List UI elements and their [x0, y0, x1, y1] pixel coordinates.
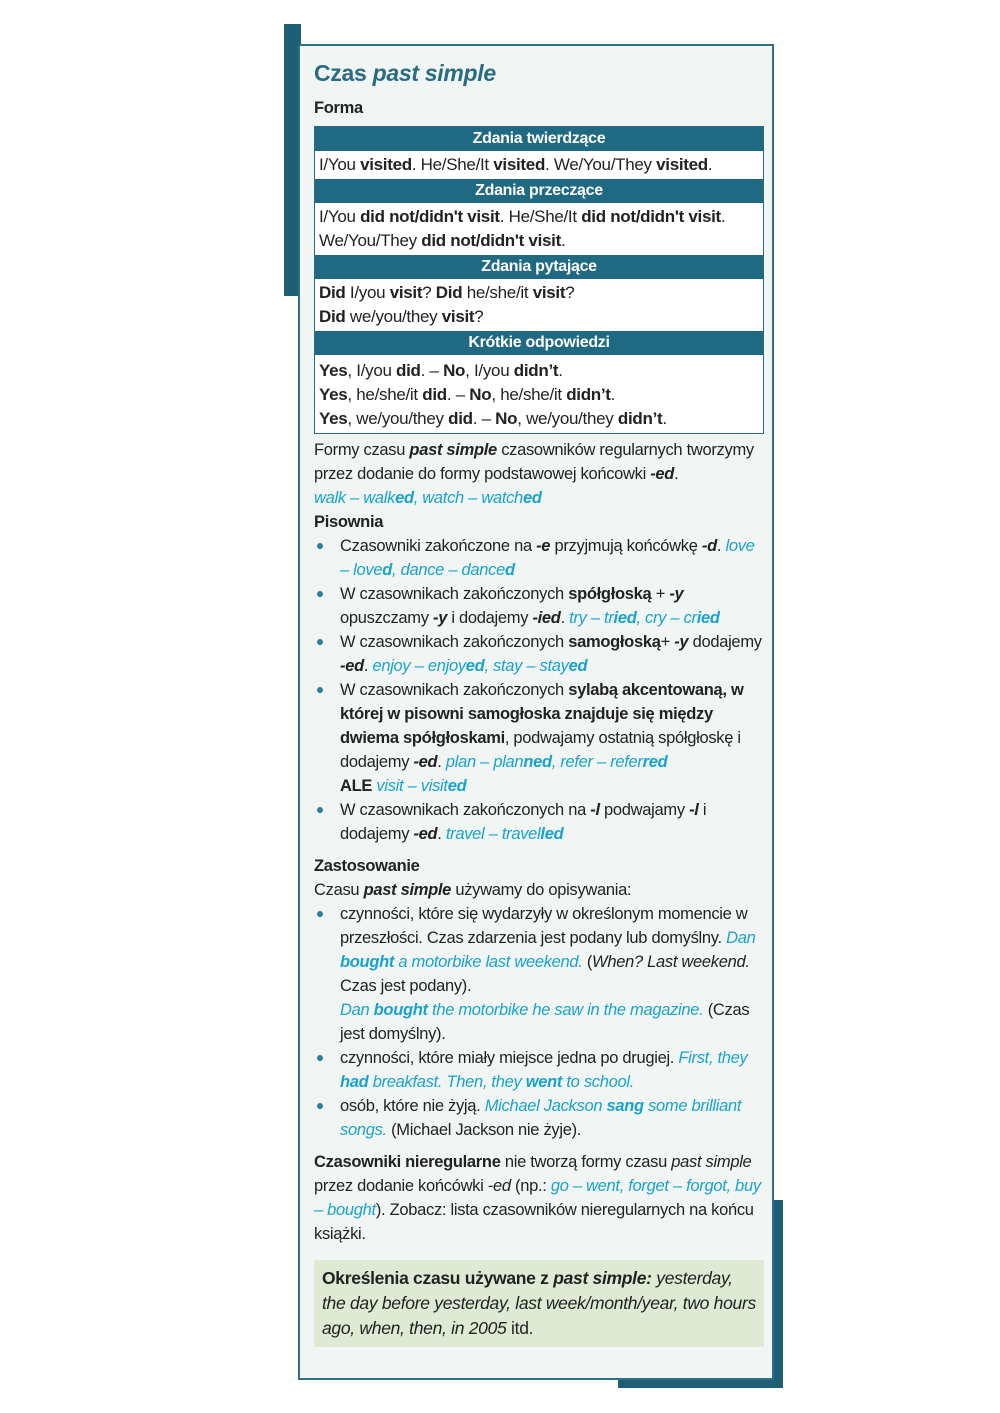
list-item — [314, 534, 764, 582]
list-item — [314, 798, 764, 846]
italic-text: -ed — [487, 1177, 511, 1195]
text-run: . — [437, 825, 446, 843]
example-highlight: bought — [373, 1001, 428, 1019]
text-run: W czasownikach zakończonych — [340, 681, 569, 699]
bold-italic-text: -y — [433, 609, 448, 627]
text-run: opuszczamy — [340, 609, 433, 627]
bold-italic-text: -ed — [413, 753, 438, 771]
example-highlight: red — [642, 753, 668, 771]
text-run: itd. — [506, 1318, 534, 1338]
text-run: , we/you/they — [517, 409, 618, 428]
text-run: . — [662, 409, 667, 428]
table-cell-short-answers — [315, 355, 763, 433]
example-text: , stay – stay — [484, 657, 569, 675]
intro-example — [314, 486, 764, 510]
list-item — [314, 678, 764, 798]
text-run: . — [716, 537, 726, 555]
bold-text: visit — [532, 283, 566, 302]
example-text: , dance – dance — [392, 561, 505, 579]
usage-list — [314, 902, 764, 1142]
example-text: plan – plan — [445, 753, 524, 771]
example-highlight: d — [504, 561, 515, 579]
text-run: . He/She/It — [411, 155, 494, 174]
text-run: osób, które nie żyją. — [340, 1097, 485, 1115]
bold-text: did not/didn't visit — [360, 207, 500, 226]
bold-text: didn’t — [617, 409, 663, 428]
bold-text: ALE — [340, 777, 373, 795]
example-text: enjoy – enjoy — [372, 657, 466, 675]
text-run: przyjmują końcówkę — [550, 537, 702, 555]
bold-text: Określenia czasu używane z — [322, 1268, 554, 1288]
section-heading-zastosowanie: Zastosowanie — [314, 857, 420, 875]
section-heading-pisownia: Pisownia — [314, 513, 384, 531]
bold-text: Did — [435, 283, 463, 302]
table-header-negative: Zdania przeczące — [315, 179, 763, 203]
example-highlight: ed — [395, 489, 414, 507]
example-text: , watch – watch — [413, 489, 523, 507]
bold-text: visit — [441, 307, 475, 326]
page-title: Czas past simple — [314, 60, 496, 86]
table-cell-questions — [315, 279, 763, 331]
question-line — [319, 305, 759, 329]
bold-text: spółgłoską — [568, 585, 652, 603]
question-line — [319, 281, 759, 305]
example-text: Dan — [726, 929, 756, 947]
bold-italic-text: -ied — [532, 609, 561, 627]
text-run: we/you/they — [345, 307, 442, 326]
example-highlight: ned — [523, 753, 552, 771]
bold-text: did not/didn't visit — [581, 207, 721, 226]
text-run: przez dodanie końcówki — [314, 1177, 488, 1195]
answer-line — [319, 359, 759, 383]
table-cell-negative — [315, 203, 763, 255]
text-run: W czasownikach zakończonych — [340, 633, 569, 651]
text-run: , he/she/it — [347, 385, 423, 404]
example-text: to school. — [562, 1073, 635, 1091]
text-run: ( — [582, 953, 593, 971]
example-highlight: had — [340, 1073, 369, 1091]
text-run: W czasownikach zakończonych — [340, 585, 569, 603]
example-text: love – love — [340, 537, 755, 579]
text-run: , I/you — [465, 361, 514, 380]
bold-text: Did — [319, 283, 346, 302]
example-text: go – went, forget – forgot, buy – bought — [314, 1177, 761, 1219]
text-run: czasowników regularnych tworzymy przez dodanie do formy podstawowej końcowki — [314, 441, 754, 483]
bold-text: Yes — [319, 385, 348, 404]
text-run: I/You — [319, 207, 361, 226]
bold-text: Did — [319, 307, 346, 326]
example-text: visit – visit — [376, 777, 448, 795]
bold-text: Yes — [319, 409, 348, 428]
text-run: ? — [422, 283, 436, 302]
text-run: czynności, które się wydarzyły w określonym momencie w przeszłości. Czas zdarzenia jest podany lub domyślny. — [340, 905, 748, 947]
text-run: . — [674, 465, 679, 483]
bold-text: didn’t — [513, 361, 559, 380]
text-run: + — [660, 633, 675, 651]
spelling-list — [314, 534, 764, 846]
bold-text: samogłoską — [568, 633, 661, 651]
text-run: . — [707, 155, 713, 174]
text-run: I/you — [345, 283, 390, 302]
grammar-card — [298, 44, 774, 1380]
text-run: + — [651, 585, 670, 603]
bold-italic-text: -y — [669, 585, 684, 603]
bold-text: Czasowniki nieregularne — [314, 1153, 501, 1171]
bold-italic-text: -ed — [340, 657, 364, 675]
italic-text: past simple — [671, 1153, 752, 1171]
text-run: Czas jest podany). — [340, 977, 472, 995]
text-run: . – — [420, 361, 444, 380]
bold-italic-text: -l — [689, 801, 699, 819]
forms-table — [314, 126, 764, 434]
text-run: czynności, które miały miejsce jedna po drugiej. — [340, 1049, 679, 1067]
text-run: I/You — [319, 155, 361, 174]
bold-italic-text: past simple: — [553, 1268, 652, 1288]
bold-text: Yes — [319, 361, 348, 380]
text-run: (Michael Jackson nie żyje). — [386, 1121, 582, 1139]
bold-italic-text: -y — [674, 633, 689, 651]
example-text: travel – travel — [445, 825, 541, 843]
text-run: Czasu — [314, 881, 364, 899]
bold-text: visited — [493, 155, 546, 174]
example-text: try – tr — [569, 609, 614, 627]
bold-text: No — [443, 361, 466, 380]
text-run: . – — [446, 385, 470, 404]
bold-text: visit — [389, 283, 423, 302]
bold-text: did — [396, 361, 421, 380]
text-run: . He/She/It — [499, 207, 582, 226]
example-highlight: ied — [696, 609, 720, 627]
italic-text: When? Last weekend. — [592, 953, 750, 971]
example-text: the motorbike he saw in the magazine. — [427, 1001, 704, 1019]
bold-text: visited — [656, 155, 708, 174]
table-cell-affirmative — [315, 151, 763, 179]
text-run: . – — [472, 409, 496, 428]
italic-text: yesterday, the day before yesterday, last week/month/year, two hours ago, when, then, in 2005 — [322, 1268, 756, 1338]
table-header-affirmative: Zdania twierdzące — [315, 127, 763, 151]
bold-italic-text: past simple — [363, 881, 452, 899]
bottom-accent-bar — [618, 1380, 783, 1388]
text-run: (np.: — [510, 1177, 551, 1195]
text-run: dodajemy — [688, 633, 762, 651]
text-run: nie tworzą formy czasu — [500, 1153, 672, 1171]
text-run: , we/you/they — [347, 409, 449, 428]
example-highlight: led — [540, 825, 564, 843]
text-run: i dodajemy — [340, 801, 707, 843]
text-run: . We/You/They — [319, 207, 726, 250]
example-text: walk – walk — [314, 489, 396, 507]
text-run: . — [363, 657, 373, 675]
example-text: breakfast. Then, they — [368, 1073, 526, 1091]
bold-text: did not/didn't visit — [421, 231, 561, 250]
table-header-questions: Zdania pytające — [315, 255, 763, 279]
text-run: W czasownikach zakończonych na — [340, 801, 591, 819]
example-highlight: went — [525, 1073, 563, 1091]
list-item — [314, 1094, 764, 1142]
text-run: , podwajamy ostatnią spółgłoskę i dodajemy — [340, 729, 741, 771]
bold-text: did — [422, 385, 447, 404]
bold-italic-text: -l — [590, 801, 600, 819]
bold-text: No — [469, 385, 492, 404]
bold-italic-text: past simple — [409, 441, 497, 459]
example-highlight: d — [382, 561, 393, 579]
text-run: używamy do opisywania: — [451, 881, 632, 899]
example-text: Michael Jackson — [484, 1097, 607, 1115]
table-header-short-answers: Krótkie odpowiedzi — [315, 331, 763, 355]
card-content — [314, 54, 764, 1347]
bold-text: No — [495, 409, 518, 428]
text-run: . We/You/They — [545, 155, 657, 174]
example-text: First, they — [678, 1049, 748, 1067]
text-run: ? — [474, 307, 484, 326]
bold-text: sylabą akcentowaną, w której w pisowni samogłoska znajduje się między dwiema spółgłoskami — [340, 681, 744, 747]
text-run: podwajamy — [599, 801, 690, 819]
example-highlight: ed — [465, 657, 485, 675]
answer-line — [319, 407, 759, 431]
text-run: (Czas jest domyślny). — [340, 1001, 750, 1043]
list-item — [314, 582, 764, 630]
list-item — [314, 902, 764, 1046]
text-run: he/she/it — [462, 283, 533, 302]
time-expressions-box — [314, 1260, 764, 1347]
text-run: , I/you — [347, 361, 397, 380]
irregular-verbs-note — [314, 1150, 764, 1246]
example-highlight: ied — [613, 609, 637, 627]
bold-text: did — [448, 409, 473, 428]
bold-italic-text: -ed — [650, 465, 675, 483]
example-highlight: ed — [522, 489, 542, 507]
example-text: a motorbike last weekend. — [394, 953, 583, 971]
bold-text: didn’t — [566, 385, 611, 404]
intro-paragraph — [314, 438, 764, 486]
bold-italic-text: -ed — [413, 825, 438, 843]
text-run: i dodajemy — [447, 609, 533, 627]
list-item — [314, 1046, 764, 1094]
answer-line — [319, 383, 759, 407]
example-text: , cry – cr — [636, 609, 697, 627]
example-highlight: ed — [447, 777, 467, 795]
text-run: . — [560, 231, 566, 250]
text-run: ? — [565, 283, 575, 302]
list-item — [314, 630, 764, 678]
example-highlight: sang — [606, 1097, 644, 1115]
text-run: . — [437, 753, 446, 771]
example-text: Dan — [340, 1001, 374, 1019]
bold-italic-text: -d — [701, 537, 717, 555]
text-run: , he/she/it — [491, 385, 567, 404]
example-text: , refer – refer — [551, 753, 643, 771]
bold-italic-text: -e — [536, 537, 551, 555]
section-heading-forma: Forma — [314, 99, 363, 117]
text-run: . — [558, 361, 563, 380]
text-run: Formy czasu — [314, 441, 410, 459]
example-highlight: bought — [340, 953, 395, 971]
example-highlight: ed — [568, 657, 588, 675]
example-text: some brilliant songs. — [340, 1097, 742, 1139]
bold-text: visited — [360, 155, 412, 174]
text-run: Czasowniki zakończone na — [340, 537, 537, 555]
text-run: ). Zobacz: lista czasowników nieregularnych na końcu książki. — [314, 1201, 754, 1243]
text-run: . — [610, 385, 616, 404]
text-run: . — [560, 609, 570, 627]
usage-intro — [314, 878, 764, 902]
